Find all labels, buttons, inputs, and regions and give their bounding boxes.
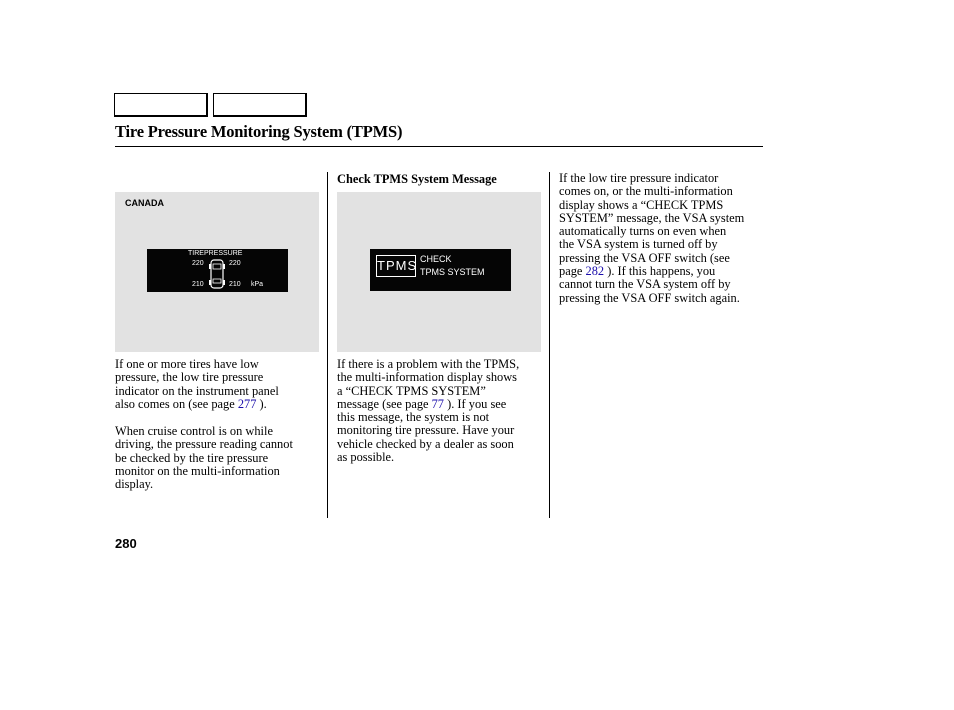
left-paragraph-2 [115,425,293,491]
page-title: Tire Pressure Monitoring System (TPMS) [115,122,403,141]
text-line: message (see page 77 ). If you see [337,396,507,411]
left-paragraph-1 [115,358,279,411]
column-divider-2 [549,172,550,518]
text-line: this message, the system is not [337,410,490,425]
page-link-77[interactable]: 77 [431,396,444,411]
canada-label: CANADA [125,198,164,208]
text-line: SYSTEM” message, the VSA system [559,210,745,225]
text-line: be checked by the tire pressure [115,450,269,465]
page-link-277[interactable]: 277 [237,396,257,411]
front-left-pressure: 220 [192,260,204,267]
tpms-badge: TPMS [376,255,416,277]
text-line: comes on, or the multi-information [559,184,733,199]
check-message-line-2: TPMS SYSTEM [420,267,485,277]
text-line: monitor on the multi-information [115,463,280,478]
text-line: display. [115,477,154,492]
tire-pressure-title: TIREPRESSURE [188,250,243,257]
text-line: also comes on (see page 277 ). [115,396,267,411]
page-number: 280 [115,536,137,551]
text-line: pressing the VSA OFF switch again. [559,290,740,305]
text-line: a “CHECK TPMS SYSTEM” [337,383,486,398]
text-line: as possible. [337,450,395,465]
text-line: pressure, the low tire pressure [115,370,264,385]
text-line: automatically turns on even when [559,224,727,239]
text-line: If the low tire pressure indicator [559,171,719,185]
tire-pressure-display [147,249,288,292]
text-line: pressing the VSA OFF switch (see [559,250,730,265]
text-line: the VSA system is turned off by [559,237,718,252]
pressure-unit: kPa [251,281,264,288]
text-line: If there is a problem with the TPMS, [337,357,520,371]
car-outline-icon [209,258,225,290]
text-line: When cruise control is on while [115,424,273,438]
column-divider-1 [327,172,328,518]
text-line: vehicle checked by a dealer as soon [337,436,514,451]
check-tpms-display [370,249,511,291]
section-heading: Check TPMS System Message [337,172,497,186]
text-line: If one or more tires have low [115,357,259,371]
text-line: page 282 ). If this happens, you [559,264,716,279]
text-line: cannot turn the VSA system off by [559,277,731,292]
text-line: the multi-information display shows [337,370,517,385]
text-line: display shows a “CHECK TPMS [559,197,724,212]
text-line: monitoring tire pressure. Have your [337,423,515,438]
text-line: indicator on the instrument panel [115,383,279,398]
check-message-line-1: CHECK [420,254,452,264]
rear-right-pressure: 210 [229,281,241,288]
title-rule [115,146,763,147]
page-link-282[interactable]: 282 [585,264,605,279]
middle-paragraph [337,358,519,464]
rear-left-pressure: 210 [192,281,204,288]
header-tab-1[interactable] [114,93,208,117]
front-right-pressure: 220 [229,260,241,267]
header-tab-2[interactable] [213,93,307,117]
text-line: driving, the pressure reading cannot [115,437,293,452]
right-paragraph [559,172,744,305]
